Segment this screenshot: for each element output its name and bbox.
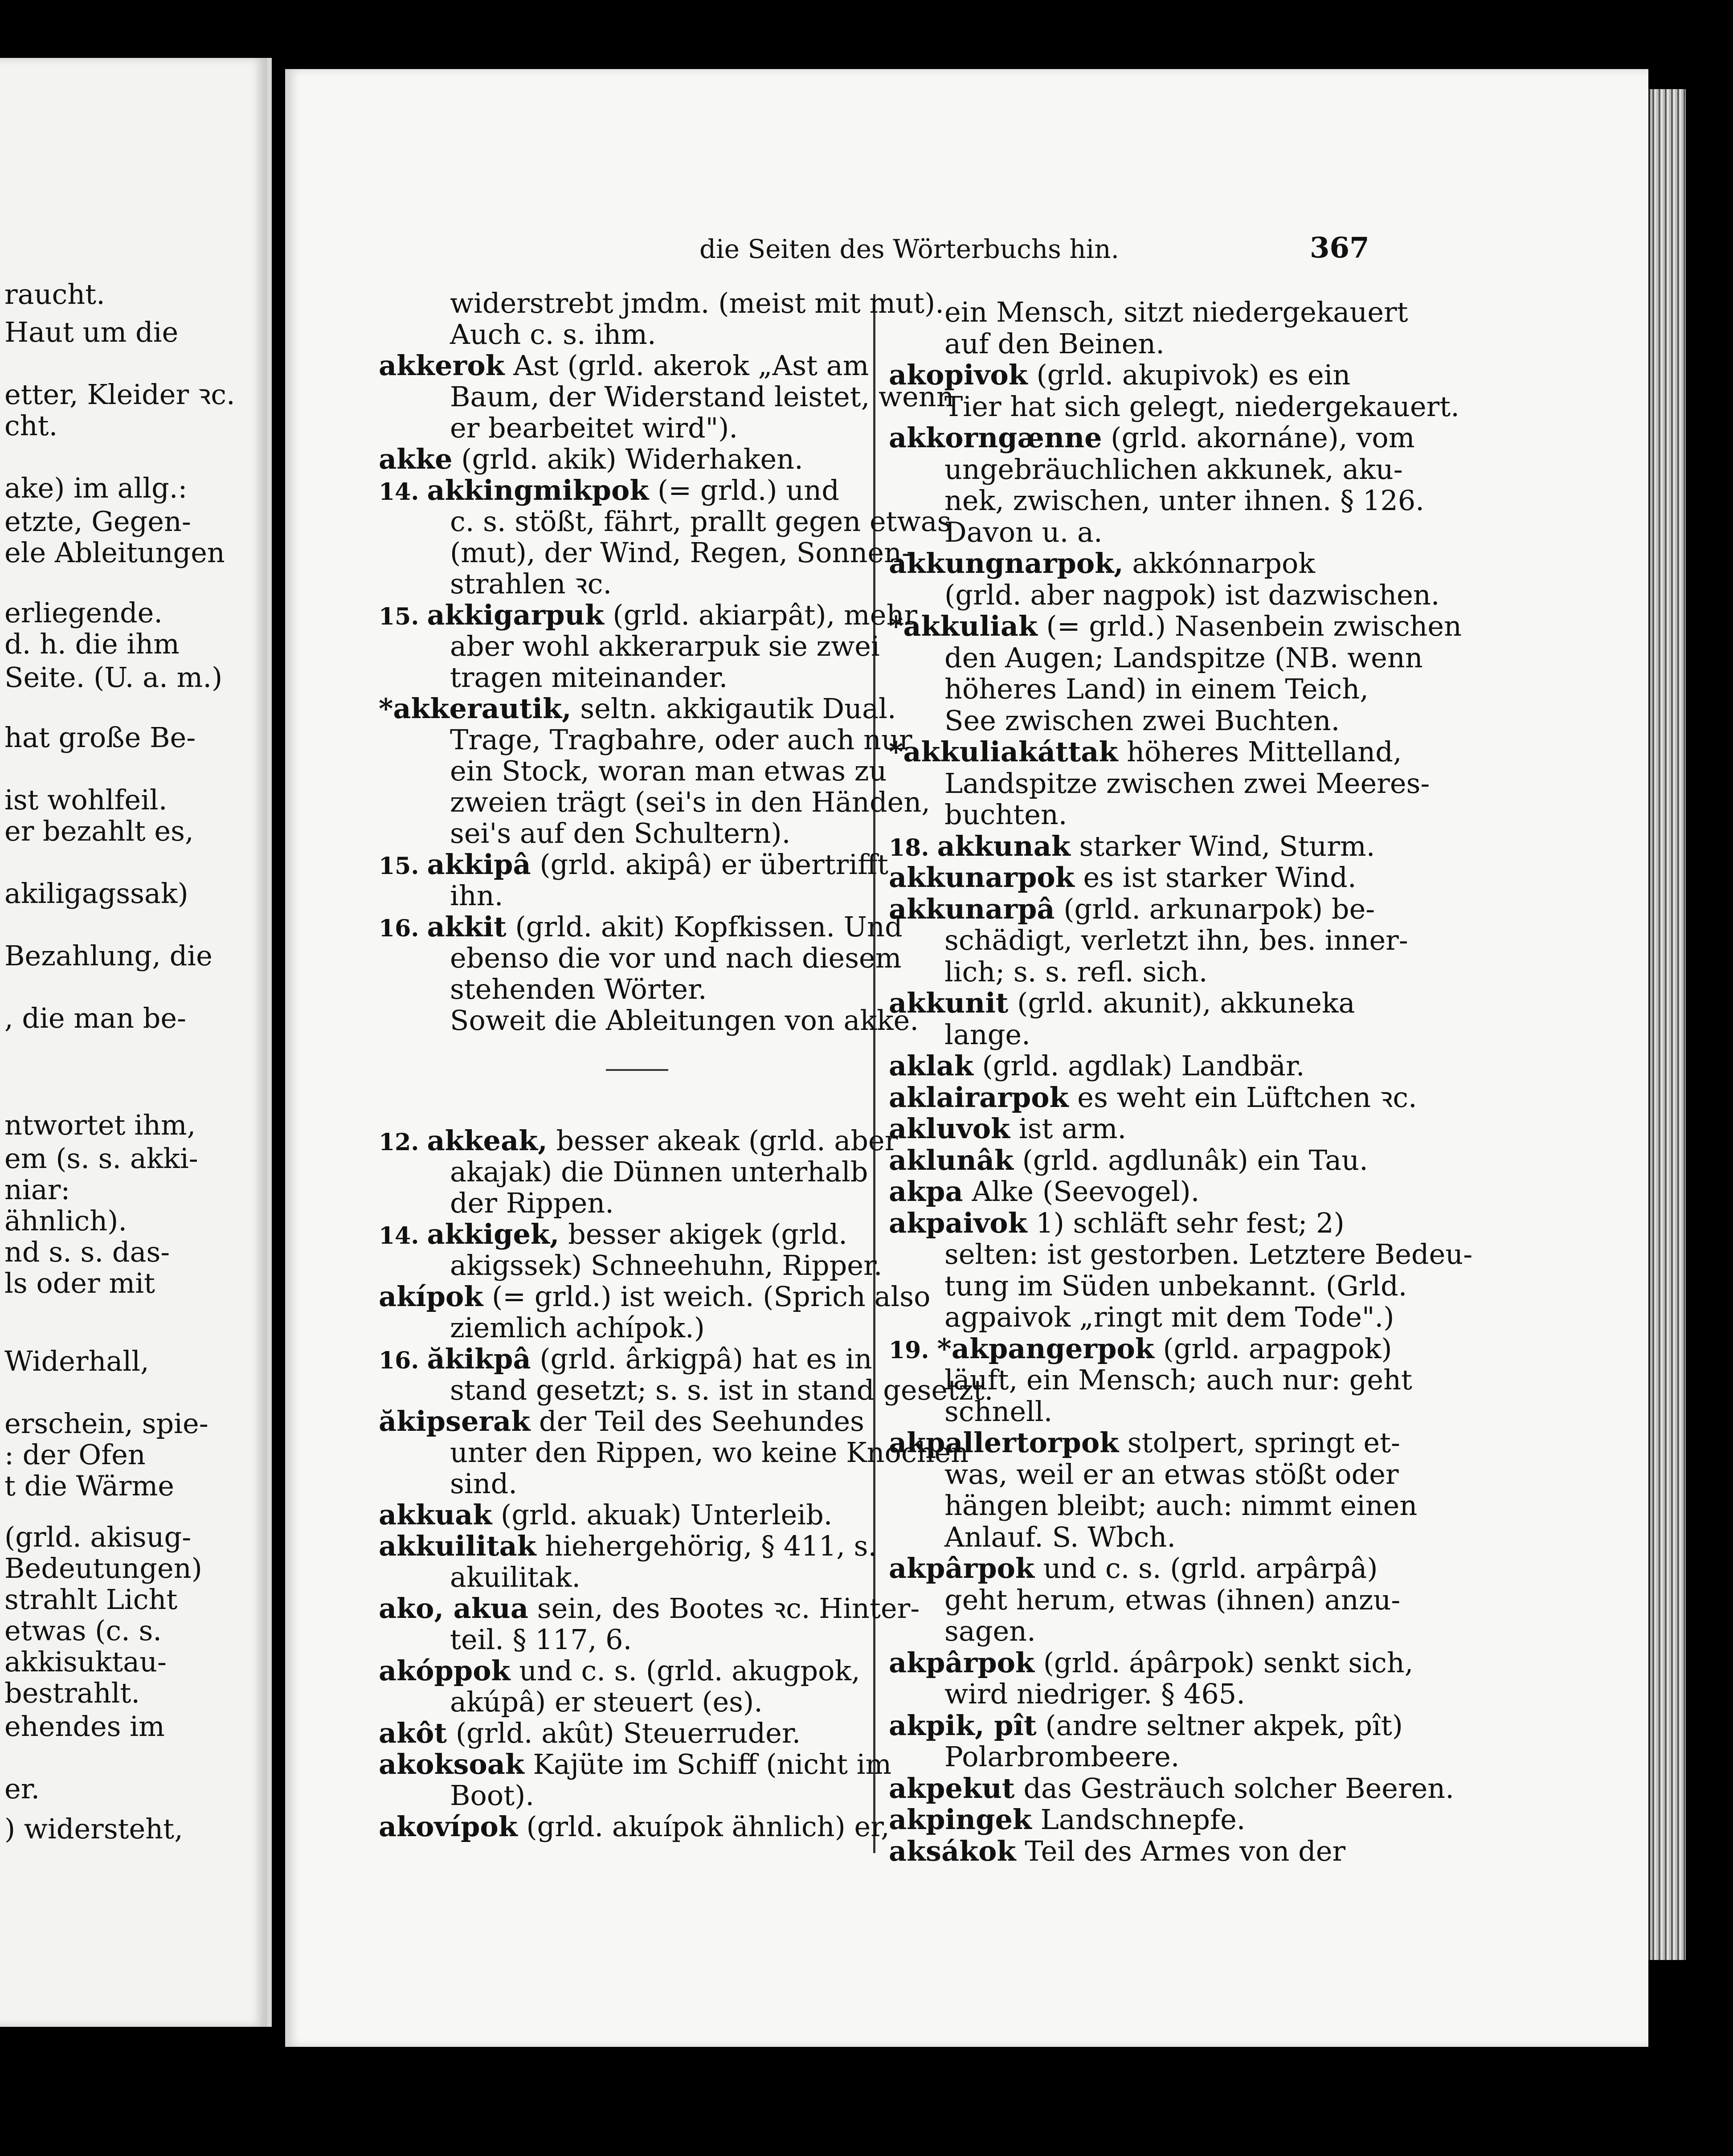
entry-text: Baum, der Widerstand leistet, wenn — [450, 380, 954, 413]
left-page-line: t die Wärme — [4, 1470, 174, 1502]
entry-line — [889, 1772, 1454, 1805]
entry-number: 18. — [889, 834, 929, 862]
headword: akpingek — [889, 1803, 1032, 1836]
entry-text: wird niedriger. § 465. — [944, 1678, 1245, 1710]
entry-line — [450, 287, 944, 319]
entry-number: 15. — [379, 853, 419, 880]
headword: akkunit — [889, 987, 1009, 1019]
entry-text: es weht ein Lüftchen ꝛc. — [1068, 1081, 1417, 1114]
entry-text: aber wohl akkerarpuk sie zwei — [450, 630, 880, 662]
headword: akkit — [427, 911, 507, 943]
left-page-line: ele Ableitungen — [4, 536, 225, 569]
entry-text: tung im Süden unbekannt. (Grld. — [944, 1269, 1407, 1302]
headword: aksákok — [889, 1834, 1016, 1867]
left-page-line: Widerhall, — [4, 1345, 149, 1377]
headword: akkunak — [937, 829, 1071, 862]
entry-line — [889, 1175, 1200, 1208]
left-page-line: strahlt Licht — [4, 1583, 178, 1616]
entry-text: Anlauf. S. Wbch. — [944, 1520, 1176, 1553]
entry-line — [450, 1623, 632, 1656]
left-page-line: (grld. akisug- — [4, 1521, 192, 1553]
entry-text: (grld. agdlak) Landbär. — [973, 1049, 1305, 1082]
entry-line — [450, 1004, 919, 1037]
entry-line — [450, 505, 952, 538]
headword: *akkuliak — [889, 610, 1038, 642]
entry-text: (grld. akit) Kopfkissen. Und — [506, 911, 903, 943]
entry-text: hiehergehörig, § 411, s. — [536, 1530, 877, 1562]
entry-line — [379, 1405, 864, 1437]
entry-line — [944, 1520, 1176, 1553]
headword: akkigek, — [427, 1218, 560, 1250]
entry-line — [889, 1206, 1345, 1239]
left-page-line: ist wohlfeil. — [4, 784, 168, 816]
headword: ăkikpâ — [427, 1343, 531, 1375]
entry-text: lich; s. s. refl. sich. — [944, 955, 1208, 988]
entry-line — [889, 892, 1375, 925]
entry-line — [379, 445, 803, 473]
entry-text: See zwischen zwei Buchten. — [944, 704, 1340, 737]
entry-line — [450, 879, 503, 912]
entry-text: ebenso die vor und nach diesem — [450, 942, 902, 974]
headword: akpik, pît — [889, 1709, 1037, 1742]
headword: akkerok — [379, 349, 505, 382]
headword: akkipâ — [427, 848, 531, 881]
entry-line — [944, 1583, 1401, 1616]
entry-line — [944, 1269, 1407, 1302]
entry-text: höheres Mittelland, — [1118, 735, 1402, 768]
entry-text: Boot). — [450, 1779, 535, 1812]
entry-line — [889, 829, 1375, 862]
headword: akpekut — [889, 1772, 1015, 1805]
entry-text: stand gesetzt; s. s. ist in stand gesetzt. — [450, 1374, 993, 1406]
left-page-line: erschein, spie- — [4, 1407, 208, 1440]
entry-text: (grld. arpagpok) — [1154, 1332, 1392, 1365]
left-page-line: cht. — [4, 409, 58, 442]
entry-text: Landschnepfe. — [1031, 1803, 1246, 1836]
left-page-line: er. — [4, 1772, 40, 1805]
entry-line — [450, 1158, 868, 1186]
headword: aklak — [889, 1049, 973, 1082]
headword: akpârpok — [889, 1646, 1034, 1679]
entry-text: besser akeak (grld. aber — [547, 1124, 898, 1157]
headword: akkeak, — [427, 1124, 548, 1157]
entry-line — [450, 1779, 535, 1812]
entry-text: Ast (grld. akerok „Ast am — [504, 349, 869, 382]
headword: *akkerautik, — [379, 692, 572, 725]
headword: ako, akua — [379, 1592, 529, 1625]
left-page-line: ake) im allg.: — [4, 472, 188, 504]
headword: akkuilitak — [379, 1530, 536, 1562]
entry-text: sei's auf den Schultern). — [450, 817, 791, 849]
headword: akpa — [889, 1175, 963, 1208]
entry-text: Teil des Armes von der — [1016, 1834, 1346, 1867]
entry-line — [889, 861, 1357, 894]
entry-line — [379, 1654, 860, 1687]
entry-text: starker Wind, Sturm. — [1070, 829, 1375, 862]
headword: akluvok — [889, 1112, 1010, 1145]
entry-line — [944, 390, 1459, 423]
entry-text: (grld. aber nagpok) ist dazwischen. — [944, 578, 1440, 611]
entry-text: schädigt, verletzt ihn, bes. inner- — [944, 924, 1408, 956]
entry-line — [450, 1249, 883, 1282]
entry-text: (grld. akiarpât), mehr — [604, 599, 918, 631]
entry-text: ist arm. — [1010, 1112, 1127, 1145]
entry-line — [379, 1280, 931, 1313]
entry-text: selten: ist gestorben. Letztere Bedeu- — [944, 1238, 1473, 1270]
entry-line — [889, 1049, 1305, 1082]
entry-line — [944, 767, 1430, 800]
headword: ăkipserak — [379, 1405, 531, 1437]
entry-line — [379, 1501, 833, 1529]
headword: *akpangerpok — [937, 1332, 1154, 1365]
entry-text: (= grld.) und — [649, 474, 839, 506]
page-edges — [1648, 89, 1686, 1960]
entry-text: (grld. akunit), akkuneka — [1008, 987, 1355, 1019]
entry-text: sein, des Bootes ꝛc. Hinter- — [528, 1592, 920, 1625]
headword: akpaivok — [889, 1206, 1027, 1239]
entry-line — [450, 723, 912, 756]
entry-line — [889, 1552, 1378, 1584]
headword: akkorngænne — [889, 421, 1102, 454]
entry-text: akkónnarpok — [1123, 547, 1315, 580]
entry-text: (= grld.) ist weich. (Sprich also — [483, 1280, 931, 1313]
entry-line — [944, 704, 1340, 737]
entry-line — [379, 1719, 801, 1747]
entry-text: ungebräuchlichen akkunek, aku- — [944, 453, 1403, 486]
left-page-line: Seite. (U. a. m.) — [4, 661, 223, 694]
entry-line — [450, 1376, 993, 1404]
entry-text: unter den Rippen, wo keine Knochen — [450, 1436, 969, 1469]
entry-line — [889, 1646, 1414, 1679]
entry-line — [379, 1218, 847, 1250]
entry-line — [944, 1395, 1053, 1428]
entry-line — [889, 1834, 1346, 1867]
entry-text: Auch c. s. ihm. — [450, 318, 656, 351]
entry-line — [889, 1332, 1392, 1365]
entry-text: und c. s. (grld. arpârpâ) — [1034, 1552, 1378, 1584]
entry-number: 12. — [379, 1129, 419, 1156]
entry-number: 16. — [379, 1347, 419, 1374]
entry-line — [944, 924, 1408, 956]
left-page-line: erliegende. — [4, 596, 163, 629]
entry-text: (grld. akik) Widerhaken. — [452, 443, 803, 475]
entry-text: ein Stock, woran man etwas zu — [450, 755, 887, 787]
left-page-line: niar: — [4, 1173, 70, 1206]
entry-line — [450, 1467, 517, 1500]
running-head: die Seiten des Wörterbuchs hin. — [699, 234, 1120, 264]
entry-line — [379, 913, 903, 941]
entry-line — [379, 1748, 892, 1780]
entry-line — [379, 601, 917, 629]
left-page-line: raucht. — [4, 278, 105, 310]
entry-text: was, weil er an etwas stößt oder — [944, 1458, 1399, 1490]
entry-text: (grld. akupivok) es ein — [1027, 359, 1351, 391]
left-page-line: bestrahlt. — [4, 1677, 140, 1709]
headword: akkigarpuk — [427, 599, 604, 631]
headword: akkuak — [379, 1499, 492, 1531]
entry-text: und c. s. (grld. akugpok, — [510, 1654, 860, 1687]
entry-line — [944, 1366, 1412, 1394]
entry-text: der Teil des Seehundes — [530, 1405, 864, 1437]
entry-line — [379, 848, 889, 881]
entry-text: agpaivok „ringt mit dem Tode".) — [944, 1301, 1394, 1333]
entry-line — [379, 692, 896, 725]
entry-text: zweien trägt (sei's in den Händen, — [450, 786, 930, 818]
entry-text: (= grld.) Nasenbein zwischen — [1037, 610, 1462, 642]
entry-text: hängen bleibt; auch: nimmt einen — [944, 1489, 1418, 1522]
entry-line — [889, 1112, 1127, 1145]
entry-line — [450, 944, 902, 972]
left-page-line: d. h. die ihm — [4, 628, 180, 660]
entry-line — [450, 318, 656, 351]
entry-line — [944, 1680, 1245, 1708]
entry-line — [944, 1740, 1180, 1773]
headword: akopivok — [889, 359, 1028, 391]
entry-line — [379, 1124, 898, 1157]
entry-line — [944, 1238, 1473, 1270]
headword: akkunarpok — [889, 861, 1075, 894]
entry-text: (grld. agdlunâk) ein Tau. — [1013, 1143, 1368, 1176]
entry-text: akúpâ) er steuert (es). — [450, 1686, 763, 1718]
left-page-line: Haut um die — [4, 316, 179, 348]
entry-text: stolpert, springt et- — [1119, 1426, 1400, 1459]
left-page-line: hat große Be- — [4, 721, 196, 754]
headword: akpârpok — [889, 1552, 1034, 1584]
entry-text: ziemlich achípok.) — [450, 1311, 705, 1344]
entry-text: schnell. — [944, 1395, 1053, 1428]
entry-line — [889, 989, 1355, 1017]
headword: akoksoak — [379, 1748, 524, 1780]
entry-line — [379, 1810, 890, 1843]
entry-line — [944, 1303, 1394, 1331]
entry-line — [889, 1803, 1246, 1836]
entry-text: (grld. ârkigpâ) hat es in — [531, 1343, 872, 1375]
entry-line — [379, 1592, 920, 1625]
entry-line — [450, 817, 791, 849]
entry-text: höheres Land) in einem Teich, — [944, 673, 1369, 705]
entry-text: (grld. akuípok ähnlich) er, — [517, 1810, 890, 1843]
entry-line — [944, 484, 1424, 517]
entry-line — [889, 612, 1462, 640]
entry-text: sind. — [450, 1467, 517, 1500]
entry-text: akuilitak. — [450, 1561, 581, 1593]
entry-text: den Augen; Landspitze (NB. wenn — [944, 641, 1423, 674]
entry-text: auf den Beinen. — [944, 327, 1165, 360]
entry-line — [450, 630, 880, 662]
entry-line — [889, 421, 1415, 454]
entry-line — [944, 453, 1403, 486]
entry-line — [944, 578, 1440, 611]
entry-text: er bearbeitet wird"). — [450, 412, 738, 444]
entry-line — [944, 1617, 1036, 1645]
entry-line — [944, 955, 1208, 988]
entry-number: 14. — [379, 1222, 419, 1250]
headword: aklairarpok — [889, 1081, 1069, 1114]
entry-line — [450, 757, 887, 785]
entry-line — [944, 298, 1408, 326]
headword: akkungnarpok, — [889, 547, 1124, 580]
headword: akke — [379, 443, 453, 475]
left-page-line: em (s. s. akki- — [4, 1142, 198, 1175]
entry-line — [889, 1143, 1368, 1176]
entry-text: (grld. ápârpok) senkt sich, — [1034, 1646, 1414, 1679]
entry-text: 1) schläft sehr fest; 2) — [1027, 1206, 1345, 1239]
entry-line — [450, 1311, 705, 1344]
headword: akpallertorpok — [889, 1426, 1119, 1459]
entry-text: (grld. arkunarpok) be- — [1055, 892, 1375, 925]
left-page-line: nd s. s. das- — [4, 1236, 170, 1268]
left-page-line: akiligagssak) — [4, 877, 188, 910]
entry-text: stehenden Wörter. — [450, 973, 707, 1005]
entry-text: (andre seltner akpek, pît) — [1036, 1709, 1403, 1742]
left-page-line: ähnlich). — [4, 1205, 127, 1237]
left-page-line: ehendes im — [4, 1710, 165, 1743]
entry-text: c. s. stößt, fährt, prallt gegen etwas — [450, 505, 952, 538]
entry-number: 19. — [889, 1336, 929, 1364]
left-page-line: er bezahlt es, — [4, 815, 194, 847]
entry-number: 16. — [379, 915, 419, 942]
entry-line — [944, 1489, 1418, 1522]
entry-line — [944, 1018, 1030, 1051]
entry-text: (grld. akornáne), vom — [1102, 421, 1415, 454]
entry-line — [450, 788, 930, 816]
entry-line — [450, 973, 707, 1005]
entry-text: es ist starker Wind. — [1074, 861, 1357, 894]
left-page-line: ntwortet ihm, — [4, 1109, 196, 1141]
entry-line — [944, 641, 1423, 674]
entry-number: 15. — [379, 603, 419, 630]
entry-text: akajak) die Dünnen unterhalb — [450, 1156, 868, 1188]
entry-text: Kajüte im Schiff (nicht im — [524, 1748, 892, 1780]
entry-text: (grld. akuak) Unterleib. — [492, 1499, 833, 1531]
headword: akkingmikpok — [427, 474, 649, 506]
entry-line — [450, 380, 954, 413]
entry-text: Alke (Seevogel). — [963, 1175, 1200, 1208]
entry-text: tragen miteinander. — [450, 661, 728, 694]
entry-line — [944, 675, 1369, 703]
left-page-line: : der Ofen — [4, 1438, 146, 1471]
entry-line — [379, 474, 839, 506]
entry-line — [450, 536, 911, 569]
entry-text: strahlen ꝛc. — [450, 568, 612, 600]
entry-text: ein Mensch, sitzt niedergekauert — [944, 296, 1408, 328]
entry-line — [379, 1532, 877, 1560]
entry-line — [889, 1426, 1400, 1459]
entry-text: akigssek) Schneehuhn, Ripper. — [450, 1249, 883, 1282]
entry-text: (grld. akipâ) er übertrifft — [531, 848, 889, 881]
entry-line — [889, 1081, 1417, 1114]
entry-text: das Gesträuch solcher Beeren. — [1014, 1772, 1454, 1805]
entry-line — [944, 515, 1103, 548]
left-page-line: , die man be- — [4, 1002, 187, 1034]
entry-line — [889, 1709, 1403, 1742]
entry-line — [379, 349, 869, 382]
entry-text: Polarbrombeere. — [944, 1740, 1180, 1773]
entry-number: 14. — [379, 478, 419, 506]
entry-text: teil. § 117, 6. — [450, 1623, 632, 1656]
entry-text: Landspitze zwischen zwei Meeres- — [944, 767, 1430, 800]
entry-line — [889, 735, 1402, 768]
entry-text: (mut), der Wind, Regen, Sonnen- — [450, 536, 911, 569]
headword: akôt — [379, 1717, 447, 1749]
entry-text: sagen. — [944, 1615, 1036, 1647]
entry-text: Trage, Tragbahre, oder auch nur — [450, 723, 912, 756]
section-rule — [606, 1069, 668, 1071]
entry-text: Tier hat sich gelegt, niedergekauert. — [944, 390, 1459, 423]
entry-text: ihn. — [450, 879, 503, 912]
entry-line — [944, 798, 1067, 831]
entry-text: seltn. akkigautik Dual. — [571, 692, 896, 725]
entry-line — [450, 661, 728, 694]
left-page-line: ) widersteht, — [4, 1813, 183, 1845]
left-page-line: Bezahlung, die — [4, 939, 213, 972]
entry-line — [450, 414, 738, 442]
headword: *akkuliakáttak — [889, 735, 1118, 768]
left-page-line: Bedeutungen) — [4, 1552, 202, 1584]
left-page-line: ls oder mit — [4, 1267, 155, 1299]
left-page-line: etter, Kleider ꝛc. — [4, 378, 235, 411]
entry-text: läuft, ein Mensch; auch nur: geht — [944, 1364, 1412, 1396]
entry-text: (grld. akût) Steuerruder. — [447, 1717, 801, 1749]
entry-text: Davon u. a. — [944, 515, 1103, 548]
headword: akkunarpâ — [889, 892, 1055, 925]
entry-line — [450, 1561, 581, 1593]
left-page-line: akkisuktau- — [4, 1646, 167, 1678]
entry-line — [944, 327, 1165, 360]
entry-line — [450, 570, 612, 598]
entry-text: Soweit die Ableitungen von akke. — [450, 1004, 919, 1037]
entry-text: widerstrebt jmdm. (meist mit mut). — [450, 287, 944, 319]
left-page-line: etwas (c. s. — [4, 1614, 162, 1647]
entry-line — [889, 547, 1315, 580]
page-number: 367 — [1310, 231, 1369, 265]
entry-text: besser akigek (grld. — [559, 1218, 847, 1250]
headword: akovípok — [379, 1810, 518, 1843]
headword: aklunâk — [889, 1143, 1014, 1176]
entry-line — [379, 1345, 872, 1373]
headword: akípok — [379, 1280, 483, 1313]
entry-text: nek, zwischen, unter ihnen. § 126. — [944, 484, 1424, 517]
entry-text: der Rippen. — [450, 1187, 614, 1219]
entry-text: buchten. — [944, 798, 1067, 831]
left-page-line: etzte, Gegen- — [4, 505, 191, 538]
entry-text: lange. — [944, 1018, 1030, 1051]
entry-line — [450, 1688, 763, 1716]
headword: akóppok — [379, 1654, 511, 1687]
entry-line — [944, 1458, 1399, 1490]
entry-text: geht herum, etwas (ihnen) anzu- — [944, 1583, 1401, 1616]
entry-line — [450, 1189, 614, 1217]
entry-line — [889, 361, 1350, 389]
